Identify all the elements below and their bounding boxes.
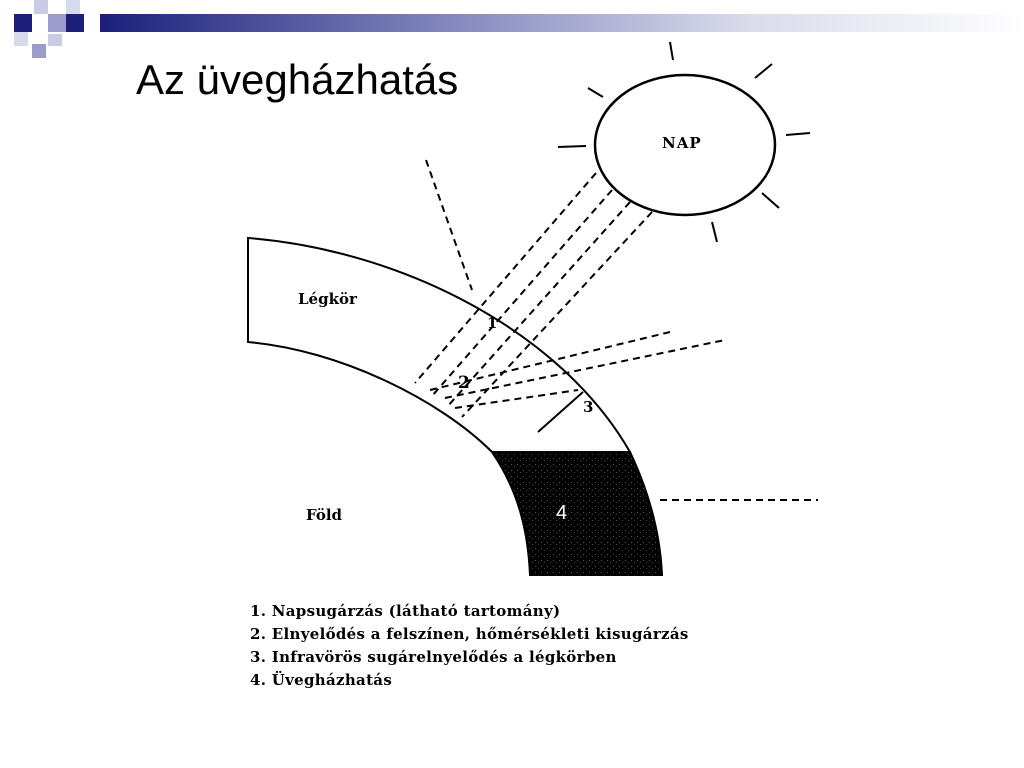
marker-4: 4 (556, 502, 568, 524)
atmosphere-label: Légkör (298, 290, 357, 308)
legend-item: 1. Napsugárzás (látható tartomány) (250, 602, 561, 620)
earth-surface-greenhouse (492, 452, 662, 575)
reflected-ray (426, 160, 472, 290)
atmosphere-band (248, 238, 630, 452)
marker-3: 3 (583, 398, 594, 416)
legend (250, 600, 689, 692)
legend-item: 3. Infravörös sugárelnyelődés a légkörben (250, 648, 617, 666)
legend-item: 4. Üvegházhatás (250, 671, 393, 689)
page-title: Az üvegházhatás (136, 56, 459, 103)
earth-label: Föld (306, 506, 343, 524)
marker-1: 1 (487, 314, 498, 332)
legend-item: 2. Elnyelődés a felszínen, hőmérsékleti kisugárzás (250, 625, 689, 643)
marker-2: 2 (458, 373, 470, 393)
sun-label: NAP (662, 134, 702, 152)
